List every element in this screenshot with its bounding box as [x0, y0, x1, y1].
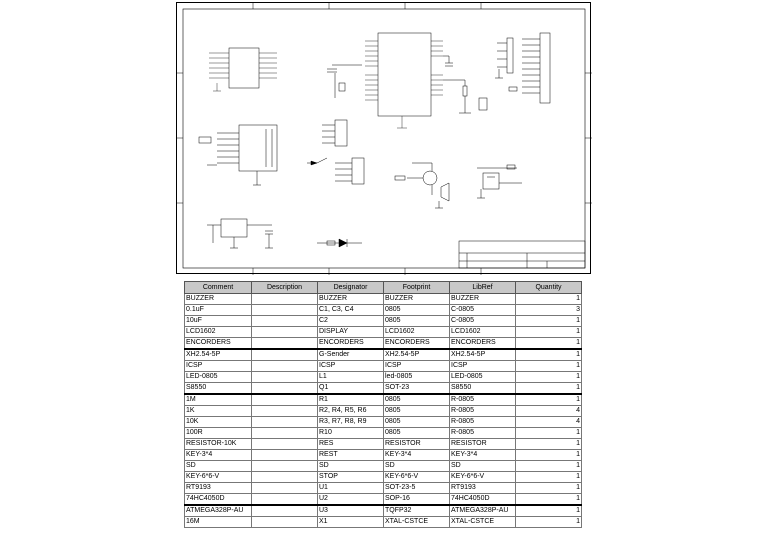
- cell-footprint: KEY-3*4: [384, 450, 450, 461]
- cell-comment: 10K: [185, 417, 252, 428]
- cell-designator: C1, C3, C4: [318, 305, 384, 316]
- cell-quantity: 1: [516, 338, 582, 350]
- column-header-footprint: Footprint: [384, 282, 450, 294]
- cell-description: [252, 494, 318, 506]
- cell-comment: 10uF: [185, 316, 252, 327]
- title-block: [459, 241, 585, 268]
- cell-comment: 0.1uF: [185, 305, 252, 316]
- cell-comment: BUZZER: [185, 294, 252, 305]
- table-row: [185, 361, 582, 372]
- cell-footprint: SOT-23-5: [384, 483, 450, 494]
- cell-quantity: 1: [516, 361, 582, 372]
- cell-description: [252, 361, 318, 372]
- cell-footprint: 0805: [384, 417, 450, 428]
- cell-description: [252, 439, 318, 450]
- sd-card-symbol: [199, 125, 277, 185]
- schematic-drawing: [177, 3, 592, 275]
- cell-description: [252, 305, 318, 316]
- cell-footprint: SOP-16: [384, 494, 450, 506]
- cell-designator: L1: [318, 372, 384, 383]
- cell-designator: STOP: [318, 472, 384, 483]
- table-row: [185, 372, 582, 383]
- cell-designator: U3: [318, 505, 384, 517]
- table-row: [185, 450, 582, 461]
- cell-comment: KEY-6*6-V: [185, 472, 252, 483]
- cell-footprint: ICSP: [384, 361, 450, 372]
- cell-libref: KEY-6*6-V: [450, 472, 516, 483]
- cell-comment: ATMEGA328P-AU: [185, 505, 252, 517]
- table-row: [185, 417, 582, 428]
- cell-quantity: 1: [516, 472, 582, 483]
- cell-description: [252, 517, 318, 528]
- cell-quantity: 1: [516, 483, 582, 494]
- cell-description: [252, 372, 318, 383]
- cell-footprint: 0805: [384, 394, 450, 406]
- cell-comment: 100R: [185, 428, 252, 439]
- cell-comment: LCD1602: [185, 327, 252, 338]
- table-row: [185, 428, 582, 439]
- cell-libref: XTAL-CSTCE: [450, 517, 516, 528]
- u1-regulator-symbol: [207, 219, 273, 248]
- lcd-connector-symbol: [509, 33, 550, 103]
- cell-designator: DISPLAY: [318, 327, 384, 338]
- cell-designator: R1: [318, 394, 384, 406]
- cell-quantity: 1: [516, 428, 582, 439]
- cell-designator: R10: [318, 428, 384, 439]
- cell-libref: C-0805: [450, 305, 516, 316]
- cell-description: [252, 461, 318, 472]
- cell-comment: ICSP: [185, 361, 252, 372]
- cell-libref: R-0805: [450, 417, 516, 428]
- cell-comment: SD: [185, 461, 252, 472]
- led-symbol: [317, 239, 362, 247]
- cell-description: [252, 450, 318, 461]
- cell-footprint: 0805: [384, 316, 450, 327]
- cell-comment: KEY-3*4: [185, 450, 252, 461]
- cell-quantity: 1: [516, 461, 582, 472]
- cell-footprint: KEY-6*6-V: [384, 472, 450, 483]
- cell-libref: XH2.54-5P: [450, 349, 516, 361]
- u2-buffer-symbol: [209, 48, 277, 91]
- column-header-quantity: Quantity: [516, 282, 582, 294]
- cell-libref: RT9193: [450, 483, 516, 494]
- cell-designator: G-Sender: [318, 349, 384, 361]
- u3-mcu-symbol: [327, 33, 487, 128]
- cell-comment: ENCORDERS: [185, 338, 252, 350]
- cell-footprint: 0805: [384, 406, 450, 417]
- reset-key-symbol: [477, 165, 522, 198]
- cell-description: [252, 294, 318, 305]
- table-row: [185, 517, 582, 528]
- cell-designator: ENCORDERS: [318, 338, 384, 350]
- cell-quantity: 1: [516, 450, 582, 461]
- cell-designator: Q1: [318, 383, 384, 395]
- table-row: [185, 294, 582, 305]
- cell-comment: 16M: [185, 517, 252, 528]
- bom-header-row: [185, 282, 582, 294]
- cell-footprint: BUZZER: [384, 294, 450, 305]
- column-header-description: Description: [252, 282, 318, 294]
- column-header-comment: Comment: [185, 282, 252, 294]
- cell-quantity: 3: [516, 305, 582, 316]
- table-row: [185, 394, 582, 406]
- cell-libref: LED-0805: [450, 372, 516, 383]
- cell-description: [252, 505, 318, 517]
- gsender-connector-symbol: [335, 158, 364, 184]
- table-row: [185, 439, 582, 450]
- cell-quantity: 1: [516, 294, 582, 305]
- cell-libref: S8550: [450, 383, 516, 395]
- cell-description: [252, 349, 318, 361]
- table-row: [185, 472, 582, 483]
- cell-quantity: 1: [516, 439, 582, 450]
- cell-designator: U2: [318, 494, 384, 506]
- table-row: [185, 316, 582, 327]
- cell-description: [252, 327, 318, 338]
- cell-description: [252, 472, 318, 483]
- table-row: [185, 305, 582, 316]
- cell-footprint: SOT-23: [384, 383, 450, 395]
- cell-quantity: 4: [516, 406, 582, 417]
- cell-designator: R3, R7, R8, R9: [318, 417, 384, 428]
- table-row: [185, 338, 582, 350]
- cell-footprint: XH2.54-5P: [384, 349, 450, 361]
- cell-quantity: 1: [516, 383, 582, 395]
- cell-libref: BUZZER: [450, 294, 516, 305]
- cell-comment: 1M: [185, 394, 252, 406]
- cell-libref: R-0805: [450, 406, 516, 417]
- cell-libref: ENCORDERS: [450, 338, 516, 350]
- table-row: [185, 406, 582, 417]
- cell-libref: R-0805: [450, 428, 516, 439]
- cell-description: [252, 316, 318, 327]
- cell-quantity: 1: [516, 327, 582, 338]
- cell-designator: R2, R4, R5, R6: [318, 406, 384, 417]
- cell-designator: REST: [318, 450, 384, 461]
- table-row: [185, 505, 582, 517]
- cell-footprint: 0805: [384, 305, 450, 316]
- cell-quantity: 4: [516, 417, 582, 428]
- cell-description: [252, 483, 318, 494]
- cell-footprint: led-0805: [384, 372, 450, 383]
- cell-designator: ICSP: [318, 361, 384, 372]
- cell-comment: 1K: [185, 406, 252, 417]
- cell-footprint: ENCORDERS: [384, 338, 450, 350]
- table-row: [185, 483, 582, 494]
- encoder-symbol: [307, 120, 347, 165]
- column-header-designator: Designator: [318, 282, 384, 294]
- schematic-sheet: [176, 2, 591, 274]
- buzzer-circuit-symbol: [395, 163, 449, 208]
- cell-quantity: 1: [516, 517, 582, 528]
- cell-footprint: LCD1602: [384, 327, 450, 338]
- cell-footprint: TQFP32: [384, 505, 450, 517]
- cell-libref: R-0805: [450, 394, 516, 406]
- cell-quantity: 1: [516, 316, 582, 327]
- cell-description: [252, 406, 318, 417]
- cell-quantity: 1: [516, 372, 582, 383]
- cell-designator: RES: [318, 439, 384, 450]
- cell-libref: KEY-3*4: [450, 450, 516, 461]
- cell-quantity: 1: [516, 394, 582, 406]
- cell-description: [252, 338, 318, 350]
- cell-description: [252, 383, 318, 395]
- cell-libref: 74HC4050D: [450, 494, 516, 506]
- cell-libref: SD: [450, 461, 516, 472]
- table-row: [185, 461, 582, 472]
- cell-comment: LED-0805: [185, 372, 252, 383]
- cell-libref: C-0805: [450, 316, 516, 327]
- cell-designator: U1: [318, 483, 384, 494]
- cell-comment: RT9193: [185, 483, 252, 494]
- cell-quantity: 1: [516, 494, 582, 506]
- column-header-libref: LibRef: [450, 282, 516, 294]
- cell-footprint: XTAL-CSTCE: [384, 517, 450, 528]
- cell-description: [252, 428, 318, 439]
- cell-designator: BUZZER: [318, 294, 384, 305]
- cell-libref: ICSP: [450, 361, 516, 372]
- cell-footprint: RESISTOR: [384, 439, 450, 450]
- cell-description: [252, 417, 318, 428]
- cell-footprint: 0805: [384, 428, 450, 439]
- cell-libref: RESISTOR: [450, 439, 516, 450]
- icsp-connector-symbol: [495, 38, 513, 78]
- cell-description: [252, 394, 318, 406]
- bom-table: [184, 281, 582, 528]
- cell-comment: 74HC4050D: [185, 494, 252, 506]
- cell-libref: LCD1602: [450, 327, 516, 338]
- cell-designator: C2: [318, 316, 384, 327]
- cell-footprint: SD: [384, 461, 450, 472]
- cell-designator: X1: [318, 517, 384, 528]
- table-row: [185, 494, 582, 506]
- cell-designator: SD: [318, 461, 384, 472]
- cell-comment: XH2.54-5P: [185, 349, 252, 361]
- cell-quantity: 1: [516, 349, 582, 361]
- table-row: [185, 327, 582, 338]
- cell-comment: RESISTOR-10K: [185, 439, 252, 450]
- table-row: [185, 349, 582, 361]
- cell-quantity: 1: [516, 505, 582, 517]
- table-row: [185, 383, 582, 395]
- cell-comment: S8550: [185, 383, 252, 395]
- cell-libref: ATMEGA328P-AU: [450, 505, 516, 517]
